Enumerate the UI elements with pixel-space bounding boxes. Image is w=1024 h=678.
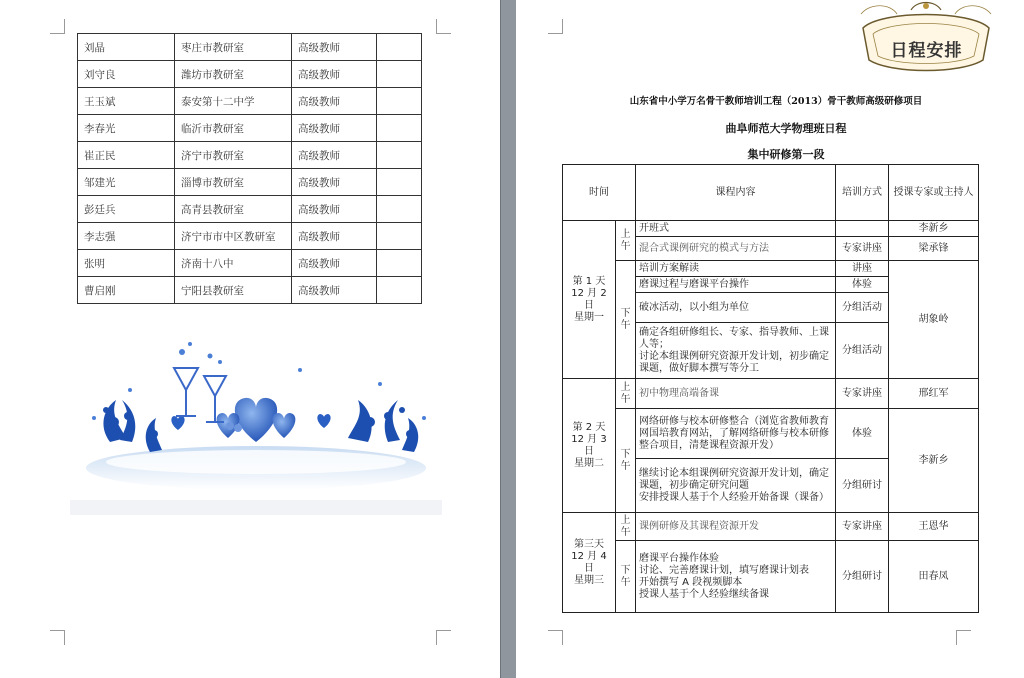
table-row	[78, 250, 422, 277]
roster-table	[77, 33, 422, 304]
roster-empty-cell	[377, 115, 422, 142]
crop-mark	[956, 630, 971, 645]
roster-unit: 济宁市市中区教研室	[175, 223, 292, 250]
crop-mark	[548, 19, 563, 34]
training-method: 专家讲座	[836, 379, 889, 409]
training-method: 专家讲座	[836, 237, 889, 261]
table-row	[563, 221, 979, 237]
decorative-illustration	[70, 330, 442, 515]
crop-mark	[548, 630, 563, 645]
roster-title: 高级教师	[292, 223, 377, 250]
table-row	[78, 34, 422, 61]
table-row	[563, 513, 979, 541]
expert-name: 梁承锋	[889, 237, 979, 261]
roster-empty-cell	[377, 223, 422, 250]
roster-empty-cell	[377, 34, 422, 61]
section-title: 集中研修第一段	[747, 148, 825, 161]
crop-mark	[50, 19, 65, 34]
header-content: 课程内容	[636, 165, 836, 221]
course-content: 确定各组研修组长、专家、指导教师、上课人等； 讨论本组课例研究资源开发计划，初步确定课题，做好脚本撰写等分工	[636, 323, 836, 379]
pm-label: 下午	[616, 541, 636, 613]
pm-label: 下午	[616, 409, 636, 513]
roster-title: 高级教师	[292, 61, 377, 88]
table-row	[78, 88, 422, 115]
expert-name: 田春凤	[889, 541, 979, 613]
roster-name: 李春光	[78, 115, 175, 142]
course-content: 课例研修及其课程资源开发	[636, 513, 836, 541]
am-label: 上午	[616, 221, 636, 261]
table-row	[78, 223, 422, 250]
roster-title: 高级教师	[292, 277, 377, 304]
table-row	[563, 409, 979, 459]
roster-title: 高级教师	[292, 196, 377, 223]
roster-empty-cell	[377, 88, 422, 115]
course-content: 开班式	[636, 221, 836, 237]
heart-icon	[171, 398, 330, 442]
roster-name: 张明	[78, 250, 175, 277]
crop-mark	[436, 19, 451, 34]
table-row	[78, 61, 422, 88]
roster-title: 高级教师	[292, 115, 377, 142]
roster-unit: 潍坊市教研室	[175, 61, 292, 88]
roster-name: 刘晶	[78, 34, 175, 61]
header-method: 培训方式	[836, 165, 889, 221]
table-row	[563, 379, 979, 409]
roster-name: 刘守良	[78, 61, 175, 88]
cocktail-glass-icon	[174, 368, 226, 422]
course-content: 继续讨论本组课例研究资源开发计划，确定课题，初步确定研究问题 安排授课人基于个人经验开始备课（课备）	[636, 459, 836, 513]
training-method	[836, 221, 889, 237]
left-page	[0, 0, 500, 678]
course-content: 网络研修与校本研修整合（浏览省教师教育网国培教育网站，了解网络研修与校本研修整合项目，清楚课程资源开发）	[636, 409, 836, 459]
crop-mark	[50, 630, 65, 645]
expert-name: 胡象岭	[889, 261, 979, 379]
roster-title: 高级教师	[292, 88, 377, 115]
table-row	[78, 277, 422, 304]
roster-unit: 淄博市教研室	[175, 169, 292, 196]
crop-mark	[436, 630, 451, 645]
badge-label: 日程安排	[890, 41, 963, 61]
roster-unit: 枣庄市教研室	[175, 34, 292, 61]
roster-name: 彭廷兵	[78, 196, 175, 223]
roster-title: 高级教师	[292, 169, 377, 196]
table-row	[78, 196, 422, 223]
table-row	[563, 541, 979, 613]
roster-empty-cell	[377, 61, 422, 88]
roster-empty-cell	[377, 250, 422, 277]
table-row	[78, 169, 422, 196]
course-content: 破冰活动，以小组为单位	[636, 293, 836, 323]
table-row	[78, 142, 422, 169]
header-expert: 授课专家或主持人	[889, 165, 979, 221]
roster-unit: 泰安第十二中学	[175, 88, 292, 115]
roster-title: 高级教师	[292, 250, 377, 277]
day-cell: 第 1 天 12 月 2 日 星期一	[563, 221, 616, 379]
roster-name: 李志强	[78, 223, 175, 250]
training-method: 分组活动	[836, 293, 889, 323]
training-method: 分组研讨	[836, 541, 889, 613]
day-cell: 第 2 天 12 月 3 日 星期二	[563, 379, 616, 513]
table-row	[563, 261, 979, 277]
roster-unit: 高青县教研室	[175, 196, 292, 223]
pm-label: 下午	[616, 261, 636, 379]
schedule-table	[562, 164, 979, 613]
expert-name: 李新乡	[889, 221, 979, 237]
course-content: 初中物理高端备课	[636, 379, 836, 409]
roster-title: 高级教师	[292, 142, 377, 169]
roster-name: 王玉斌	[78, 88, 175, 115]
expert-name: 邢红军	[889, 379, 979, 409]
project-title: 山东省中小学万名骨干教师培训工程（2013）骨干教师高级研修项目	[629, 96, 923, 107]
expert-name: 李新乡	[889, 409, 979, 513]
training-method: 分组研讨	[836, 459, 889, 513]
course-content: 混合式课例研究的模式与方法	[636, 237, 836, 261]
training-method: 专家讲座	[836, 513, 889, 541]
roster-unit: 临沂市教研室	[175, 115, 292, 142]
schedule-title: 曲阜师范大学物理班日程	[725, 122, 847, 135]
training-method: 体验	[836, 409, 889, 459]
day-cell: 第三天 12 月 4 日 星期三	[563, 513, 616, 613]
roster-empty-cell	[377, 142, 422, 169]
training-method: 讲座	[836, 261, 889, 277]
course-content: 培训方案解读	[636, 261, 836, 277]
roster-empty-cell	[377, 277, 422, 304]
roster-name: 崔正民	[78, 142, 175, 169]
am-label: 上午	[616, 513, 636, 541]
table-row	[78, 115, 422, 142]
roster-name: 曹启刚	[78, 277, 175, 304]
am-label: 上午	[616, 379, 636, 409]
course-content: 磨课平台操作体验 讨论、完善磨课计划，填写磨课计划表 开始撰写 A 段视频脚本 授课人基于个人经验继续备课	[636, 541, 836, 613]
roster-empty-cell	[377, 196, 422, 223]
roster-unit: 济宁市教研室	[175, 142, 292, 169]
roster-empty-cell	[377, 169, 422, 196]
expert-name: 王恩华	[889, 513, 979, 541]
training-method: 体验	[836, 277, 889, 293]
header-time: 时间	[563, 165, 636, 221]
course-content: 磨课过程与磨课平台操作	[636, 277, 836, 293]
roster-title: 高级教师	[292, 34, 377, 61]
right-page	[516, 0, 1024, 678]
roster-unit: 宁阳县教研室	[175, 277, 292, 304]
roster-name: 邹建光	[78, 169, 175, 196]
training-method: 分组活动	[836, 323, 889, 379]
roster-unit: 济南十八中	[175, 250, 292, 277]
